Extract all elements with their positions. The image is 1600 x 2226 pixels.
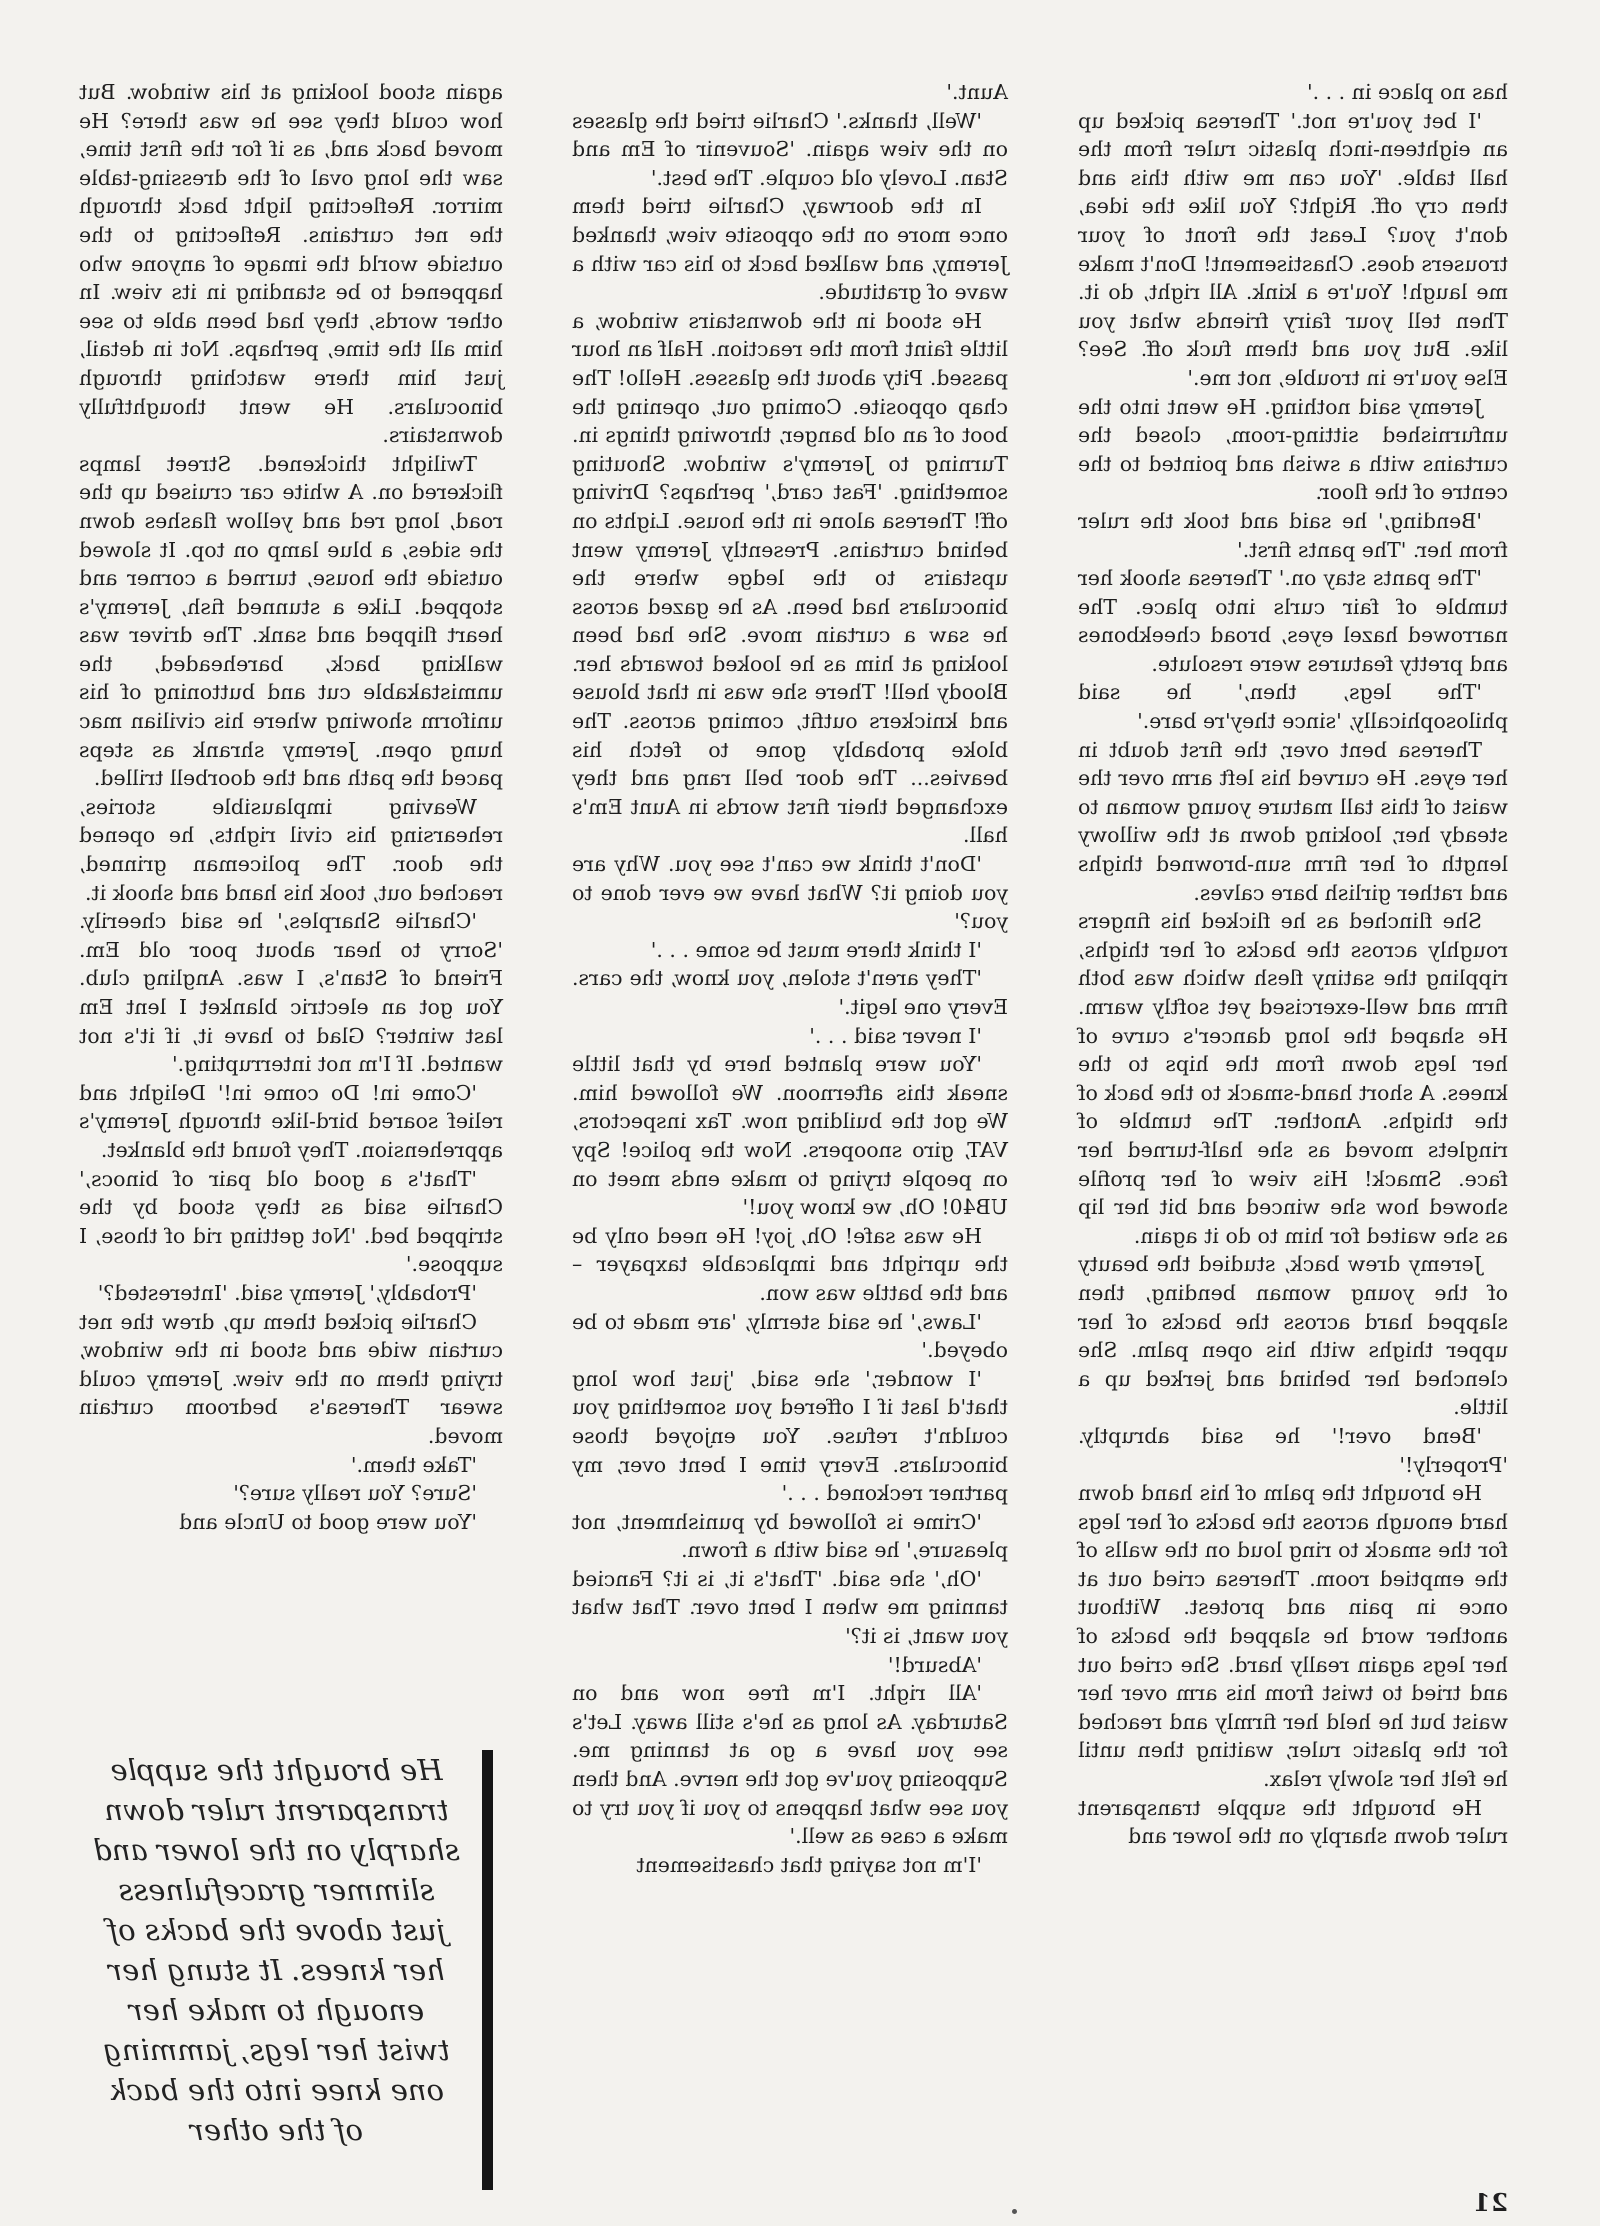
paragraph: 'You were good to Uncle and bbox=[179, 1509, 477, 1534]
paragraph: 'Don't think we can't see you. Why are you doing it? What have we ever done to you?' bbox=[572, 852, 1008, 934]
paragraph: 'Oh,' she said. 'That's it, is it? Fancied tanning me when I bent over. That what you want, is it?' bbox=[572, 1566, 1008, 1649]
paragraph: 'Laws,' he said sternly, 'are made to be obeyed.' bbox=[572, 1309, 1008, 1363]
text-column-2 bbox=[572, 78, 1008, 1879]
paragraph: Weaving implausible stories, rehearsing his civil rights, he opened the door. The policeman grinned, reached out, took his hand and shook it. bbox=[79, 794, 503, 905]
paragraph: 'The pants stay on.' Theresa shook her tumble of fair curls into place. The narrowed hazel eyes, broad cheekbones and pretty features were resolute. bbox=[1078, 566, 1508, 676]
paragraph: Twilight thickened. Street lamps flickered on. A white car cruised up the road, long red and yellow flashes down the sides, a blue lamp on top. It slowed outside the house, turned a corner and stopped. Like a stunned fish, Jeremy's heart flipped and sank. The driver was walking back, bareheaded, the unmistakable cut and buttoning of his uniform showing where his civilian mac hung open. Jeremy shrank as steps paced the path and the doorbell trilled. bbox=[79, 451, 503, 791]
paragraph: 'Take them.' bbox=[350, 1452, 477, 1477]
paragraph: Jeremy said nothing. He went into the unfurnished sitting-room, closed the curtains with a swish and pointed to the centre of the floor. bbox=[1078, 394, 1508, 505]
paragraph: 'Come in! Do come in!' Delight and relief soared bird-like through Jeremy's apprehension. They found the blanket. bbox=[79, 1080, 503, 1162]
text-column-1 bbox=[1078, 78, 1508, 1851]
paragraph: He brought the palm of his hand down hard enough across the backs of her legs for the smack to ring loud on the walls of the emptied room. Theresa cried out at once in pain and protest. Without another word he slapped the backs of her legs again really hard. She cried out and tried to twist from his arm over her waist but he held her firmly and reached for the plastic ruler, waiting then until he felt her slowly relax. bbox=[1078, 1481, 1508, 1792]
paragraph: Aunt.' bbox=[946, 80, 1008, 104]
paragraph: 'I wonder,' she said, 'just how long that'd last if I offered you something you couldn't refuse. You enjoyed those binoculars. Every time I bent over, my partner reckoned . . .' bbox=[572, 1366, 1008, 1506]
paragraph: 'Well, thanks.' Charlie tried the glasses on the view again. 'Souvenir of Em and Stan. Lovely old couple. The best.' bbox=[572, 108, 1008, 190]
pull-quote-text: He brought the supple transparent ruler down sharply on the lower and slimmer gracefulness just above the backs of her knees. It stung her enough to make her twist her legs, jamming one knee into the back of the other bbox=[93, 1753, 460, 2147]
paragraph: 'Bend over!' he said abruptly. 'Properly!' bbox=[1078, 1423, 1508, 1477]
paragraph: 'The legs, then,' he said philosophically, 'since they're bare.' bbox=[1078, 680, 1508, 734]
paragraph: 'Absurd!' bbox=[887, 1652, 982, 1677]
paragraph: 'Probably,' Jeremy said. 'Interested?' bbox=[97, 1280, 477, 1305]
print-speck bbox=[1012, 2209, 1017, 2214]
paragraph: 'They aren't stolen, you know, the cars. Every one legit.' bbox=[572, 966, 1008, 1019]
paragraph: He brought the supple transparent ruler down sharply on the lower and bbox=[1078, 1795, 1508, 1849]
paragraph: He was safe! Oh, joy! He need only be the upright and implacable taxpayer – and the battle was won. bbox=[572, 1223, 1008, 1305]
paragraph: 'I bet you're not.' Theresa picked up an eighteen-inch plastic ruler from the hall table. 'You can me with this and then cry off. Right? You like the idea, don't you? Least the front of your trousers does. Chastisement! Don't make me laugh! You're a kink. All right, do it. Then tell your fairy friends what you like. But you and them fuck off. See? Else you're in trouble, not me.' bbox=[1078, 108, 1508, 390]
paragraph: again stood looking at his window. But how could they see he was there? He moved back and, as if for the first time, saw the long oval of the dressing-table mirror. Reflecting light back through the net curtains. Reflecting to the outside world the image of anyone who happened to be standing in its view. In other words, they had been able to see him all the time, perhaps. Not in detail, just him there watching through binoculars. He went thoughtfully downstairs. bbox=[79, 80, 503, 448]
page-number: 21 bbox=[1472, 2188, 1508, 2217]
paragraph: 'All right. I'm free now and on Saturday. As long as he's still away. Let's see you have a go at tanning me. Supposing you've got the nerve. And then you see what happens to you if you try to make a case as well.' bbox=[572, 1681, 1008, 1849]
paragraph: 'I never said . . .' bbox=[809, 1023, 982, 1048]
paragraph: He stood in the downstairs window, a little faint from the reaction. Half an hour passed. Pity about the glasses. Hello! The chap opposite. Coming out, opening the boot of an old banger, throwing things in. Turning to Jeremy's window. Shouting something. 'Fast card,' perhaps? Driving off! Theresa alone in the house. Lights on behind curtains. Presently Jeremy went upstairs to the ledge where the binoculars had been. As he gazed across he saw a curtain move. She had been looking at him as he looked towards her. Bloody hell! There she was in that blouse and knickers outfit, coming across. The bloke probably gone to fetch his beavies... The door bell rang and they exchanged their first words in Aunt Em's hall. bbox=[572, 308, 1008, 848]
paragraph: Theresa bent over, the first doubt in her eyes. He curved his left arm over the waist of this tall mature young woman to steady her, looking down at the willowy length of her firm sun-browned thighs and rather girlish bare calves. bbox=[1078, 737, 1508, 905]
paragraph: 'I'm not saying that chastisement bbox=[636, 1852, 982, 1877]
paragraph: 'I think there must be some . . .' bbox=[650, 937, 982, 962]
paragraph: 'Bending,' he said and took the ruler from her. 'The pants first.' bbox=[1078, 508, 1508, 562]
paragraph: 'Crime is followed by punishment, not pleasure,' he said with a frown. bbox=[572, 1509, 1008, 1563]
paragraph: In the doorway, Charlie tried them once more on the opposite view, thanked Jeremy, and walked back to his car with a wave of gratitude. bbox=[572, 194, 1008, 305]
paragraph: 'Charlie Sharples,' he said cheerily. 'Sorry to hear about poor old Em. Friend of Stan's, I was. Angling club. You got an electric blanket I lent Em last winter? Glad to have it, if it's not wanted. If I'm not interrupting.' bbox=[79, 909, 503, 1077]
pull-quote bbox=[93, 1750, 493, 2190]
paragraph: has no place in . . .' bbox=[1306, 80, 1508, 104]
paragraph: 'That's a good old pair of binocs,' Charlie said as they stood by the stripped bed. 'Not getting rid of those, I suppose.' bbox=[79, 1166, 503, 1277]
paragraph: Jeremy drew back, studied the beauty of the young woman bending, then slapped hard across the backs of her upper thighs with his open palm. She clenched her behind and jerked up a little. bbox=[1078, 1252, 1508, 1420]
paragraph: 'Sure? You really sure?' bbox=[233, 1481, 477, 1506]
paragraph: 'You were planted here by that little sneak this afternoon. We followed him. We got the building now. Tax inspectors, VAT, giro snoopers. Now the police! Spy on people trying to make ends meet on UB40! Oh, we know you!' bbox=[572, 1052, 1008, 1220]
paragraph: She flinched as he flicked his fingers roughly across the backs of her thighs, rippling the satiny flesh which was both firm and well-exercised yet softly warm. He shaped the long dancer's curve of her legs down from the hips to the knees. A short hand-smack to the back of the thighs. Another. The tumble of ringlets moved as she half-turned her face. Smack! His view of her profile showed how she winced and bit her lip as she waited for him to do it again. bbox=[1078, 909, 1508, 1248]
text-column-3 bbox=[79, 78, 503, 1536]
paragraph: Charlie picked them up, drew the net curtain wide and stood in the window, trying them on the view. Jeremy could swear Theresa's bedroom curtain moved. bbox=[79, 1309, 503, 1448]
